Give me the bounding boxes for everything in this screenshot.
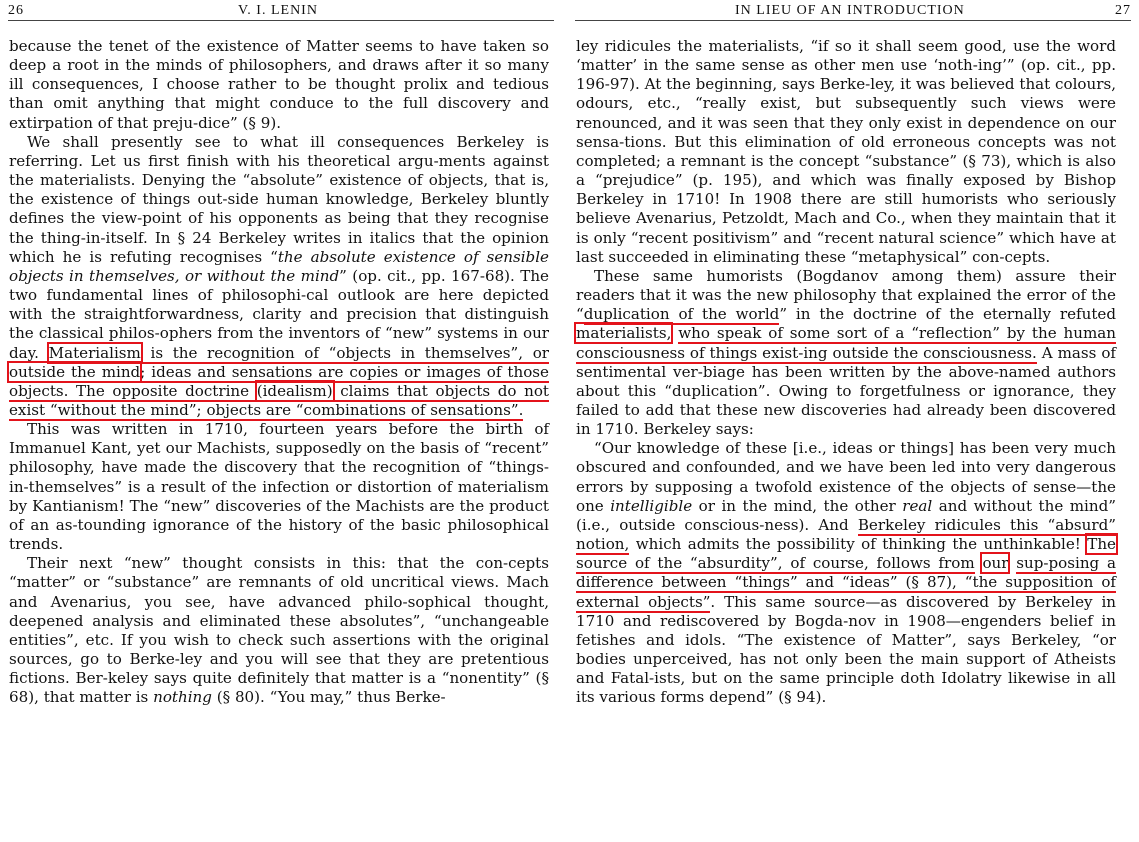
text-run: A mass of sentimental ver-biage has been written by the above-named authors about this “duplication”. Owing to forgetfulness or ignorance, they failed to add that these new discoveries had already been discovered in 1710. Berkeley says: — [576, 343, 1116, 439]
left-running-header — [8, 4, 554, 21]
boxed-word-our: our — [982, 554, 1009, 573]
right-paragraph-3 — [576, 439, 1116, 707]
text-run: . This same source—as discovered by Berkeley in 1710 and rediscovered by Bogda-nov in 1908—engenders belief in fetishes and idols. “The existence of Matter”, says Berkeley, “or bodies unperceived, has not only been the main support of Atheists and Fatal-ists, but on the same principle doth Idolatry likewise in all its various forms depend” (§ 94). — [576, 592, 1116, 707]
boxed-word-idealism: (idealism) — [256, 381, 333, 400]
right-running-header — [575, 4, 1131, 21]
left-running-head: V. I. LENIN — [238, 3, 318, 18]
boxed-word-the: The — [1087, 535, 1116, 554]
text-run: “Our knowledge of these [i.e., ideas or things] has been very much obscured and confounded, and we have been led into very dangerous errors by supposing a twofold existence of the objects of sense—the one — [576, 439, 1116, 515]
italic-word: real — [902, 496, 933, 515]
boxed-word-materialists: materialists, — [576, 324, 672, 343]
text-run: (§ 80). “You may,” thus Berke- — [211, 688, 446, 707]
italic-quote: the absolute existence of sensible objects in themselves, or without the mind — [9, 247, 549, 285]
underlined-phrase-reflection: who speak of some sort of a “reflection” by the human consciousness of things exist-ing outside the consciousness. — [576, 324, 1116, 362]
italic-word: nothing — [153, 688, 212, 707]
right-running-head: IN LIEU OF AN INTRODUCTION — [735, 3, 965, 18]
left-page — [0, 0, 562, 842]
underlined-text: claims that objects do not exist “without the mind”; objects are “combinations of sensations”. — [9, 381, 549, 419]
text-run: Their next “new” thought consists in this: that the con-cepts “matter” or “substance” are remnants of old uncritical views. Mach and Avenarius, you see, have advanced philo-sophical thought, deepened analysis and eliminated these absolutes”, “unchangeable entities”, etc. If you wish to check such assertions with the original sources, go to Berke-ley and you will see that they are pretentious fictions. Ber-keley says quite definitely that matter is a “nonentity” (§ 68), that matter is — [9, 554, 549, 707]
left-paragraph-2 — [9, 133, 549, 420]
text-run: because the tenet of the existence of Matter seems to have taken so deep a root in the minds of philosophers, and draws after it so many ill consequences, I choose rather to be thought prolix and tedious than omit anything that might conduce to the full discovery and extirpation of that preju-dice” (§ 9). — [9, 37, 549, 132]
text-run: which admits the possibility of thinking the unthinkable! — [629, 535, 1088, 554]
left-paragraph-1 — [9, 37, 549, 133]
text-run: ” in the doctrine of the eternally refuted — [779, 305, 1116, 324]
right-page-number: 27 — [1115, 3, 1131, 18]
italic-word: intelligible — [610, 496, 693, 515]
boxed-word-materialism: Materialism — [48, 343, 141, 362]
right-page — [567, 0, 1139, 842]
text-run: or in the mind, the other — [692, 496, 903, 515]
text-run: ley ridicules the materialists, “if so it shall seem good, use the word ‘matter’ in the same sense as other men use ‘noth-ing’” (op. cit., pp. 196-97). At the beginning, says Berke-ley, it was believed that colours, odours, etc., “really exist, but subsequently such views were renounced, and it was seen that they only exist in dependence on our sensa-tions. But this elimination of old erroneous concepts was not completed; a remnant is the concept “substance” (§ 73), which is also a “prejudice” (p. 195), and which was finally exposed by Bishop Berkeley in 1710! In 1908 there are still humorists who seriously believe Avenarius, Petzoldt, Mach and Co., when they maintain that it is only “recent positivism” and “recent natural science” which have at last succeeded in eliminating these “metaphysical” con-cepts. — [576, 37, 1116, 266]
right-paragraph-2 — [576, 267, 1116, 439]
text-run: These same humorists (Bogdanov among them) assure their readers that it was the new philosophy that explained the error of the “ — [576, 266, 1116, 324]
underlined-phrase-duplication: duplication of the world — [583, 305, 780, 324]
underlined-text: is the recognition of “objects in themselves”, or — [140, 343, 549, 362]
left-page-number: 26 — [8, 3, 24, 18]
underlined-phrase-source: source of the “absurdity”, of course, follows from — [576, 554, 975, 573]
right-paragraph-1 — [576, 37, 1116, 267]
right-body-text — [576, 37, 1116, 707]
underlined-phrase-supposition: sup-posing a difference between “things” and “ideas” (§ 87), “the supposition of external objects” — [576, 554, 1116, 611]
underlined-phrase-ridicules: Berkeley ridicules this “absurd” notion, — [576, 515, 1116, 554]
left-paragraph-3 — [9, 420, 549, 554]
left-body-text — [9, 37, 549, 707]
text-run: ” (op. cit., pp. 167-68). The two fundamental lines of philosophi-cal outlook are here depicted with the straightforwardness, clarity and precision that distinguish the classical philos-ophers from the inventors of “new” systems in our day. — [9, 266, 549, 362]
text-run: and without the mind” (i.e., outside conscious-ness). And — [576, 496, 1116, 534]
text-run: This was written in 1710, fourteen years before the birth of Immanuel Kant, yet our Machists, supposedly on the basis of “recent” philosophy, have made the discovery that the recognition of “things-in-themselves” is a result of the infection or distortion of materialism by Kantianism! The “new” discoveries of the Machists are the product of an as-tounding ignorance of the history of the basic philosophical trends. — [9, 420, 549, 554]
boxed-phrase-outside-the-mind: outside the mind — [9, 362, 141, 381]
underlined-text: ; ideas and sensations are copies or images of those objects. The opposite doctrine — [9, 362, 549, 400]
left-paragraph-4 — [9, 554, 549, 707]
text-run: We shall presently see to what ill consequences Berkeley is referring. Let us first finish with his theoretical argu-ments against the materialists. Denying the “absolute” existence of objects, that is, the existence of things out-side human knowledge, Berkeley bluntly defines the view-point of his opponents as being that they recognise the thing-in-itself. In § 24 Berkeley writes in italics that the opinion which he is refuting recognises “ — [9, 132, 549, 266]
